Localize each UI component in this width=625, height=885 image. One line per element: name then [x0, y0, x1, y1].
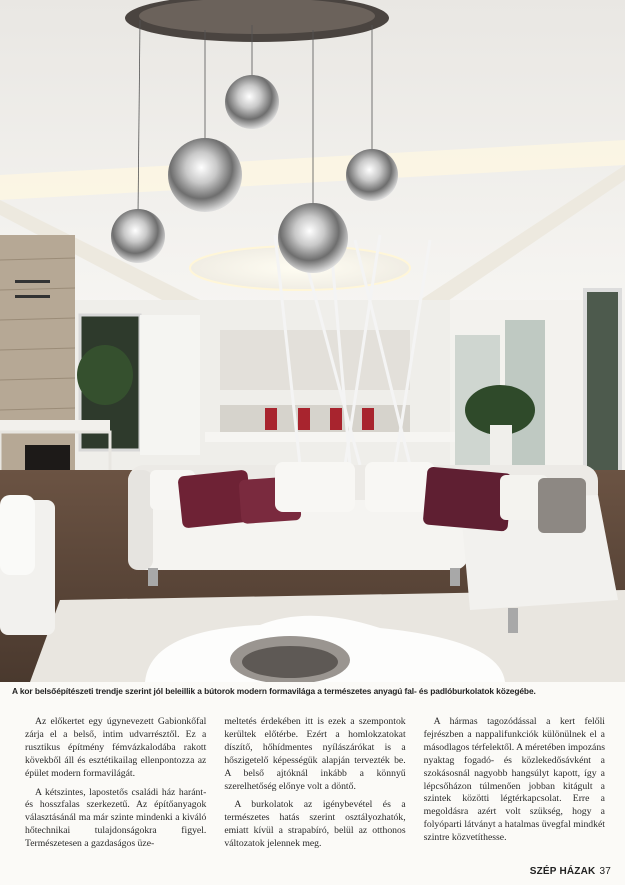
text-column-3 [424, 716, 605, 856]
article-body [25, 716, 605, 856]
paragraph: Az előkertet egy úgynevezett Gabionkőfal zárja el a belső, intim udvarrésztől. Ez a rusztikus építmény fémvázkalodába rakott kövekből áll és esztétikailag ellenpontozza az épület modern formavilágát. [25, 716, 207, 779]
text-column-1 [25, 716, 206, 856]
paragraph: A kétszintes, lapostetős családi ház haránt- és hosszfalas szerkezetű. Az építőanyagok választásánál ma már szinte mindenki a kiváló hőtechnikai tulajdonságokra figyel. Természetesen a gazdaságos üze- [25, 786, 207, 850]
paragraph: meltetés érdekében itt is ezek a szempontok kerültek előtérbe. Ezért a homlokzatokat díszítő, hőhídmentes nyílászárókat is a hőszigetelő képességük alapján tervezték be. A belső ajtóknál inkább a könnyű szerelhetőség előnye volt a döntő. [224, 716, 406, 792]
photo-caption: A kor belsőépítészeti trendje szerint jól beleillik a bútorok modern formavilága a természetes anyagú fal- és padlóburkolatok közegébe. [12, 686, 536, 696]
page-number: 37 [599, 866, 611, 877]
magazine-name: SZÉP HÁZAK [529, 866, 596, 877]
text-column-2 [224, 716, 405, 856]
page-footer [530, 866, 611, 877]
paragraph: A burkolatok az igénybevétel és a természetes hatás szerint osztályozhatók, emiatt kívül a strapabíró, belül az otthonos változatok jelennek meg. [224, 799, 406, 850]
paragraph: A hármas tagozódással a kert felőli fejrészben a nappalifunkciók különülnek el a másodlagos térfelektől. A méretében impozáns nyaktag fogadó- és közlekedősávként a szokásosnál nagyobb hangsúlyt kapott, így a lépcsőházon túlmenően jobban kitágult a szintek közötti légtérkapcsolat. Erre a megoldásra azért volt szükség, hogy a folyóparti látványt a hatalmas üvegfal mindkét szintre közvetíthesse. [423, 716, 605, 844]
